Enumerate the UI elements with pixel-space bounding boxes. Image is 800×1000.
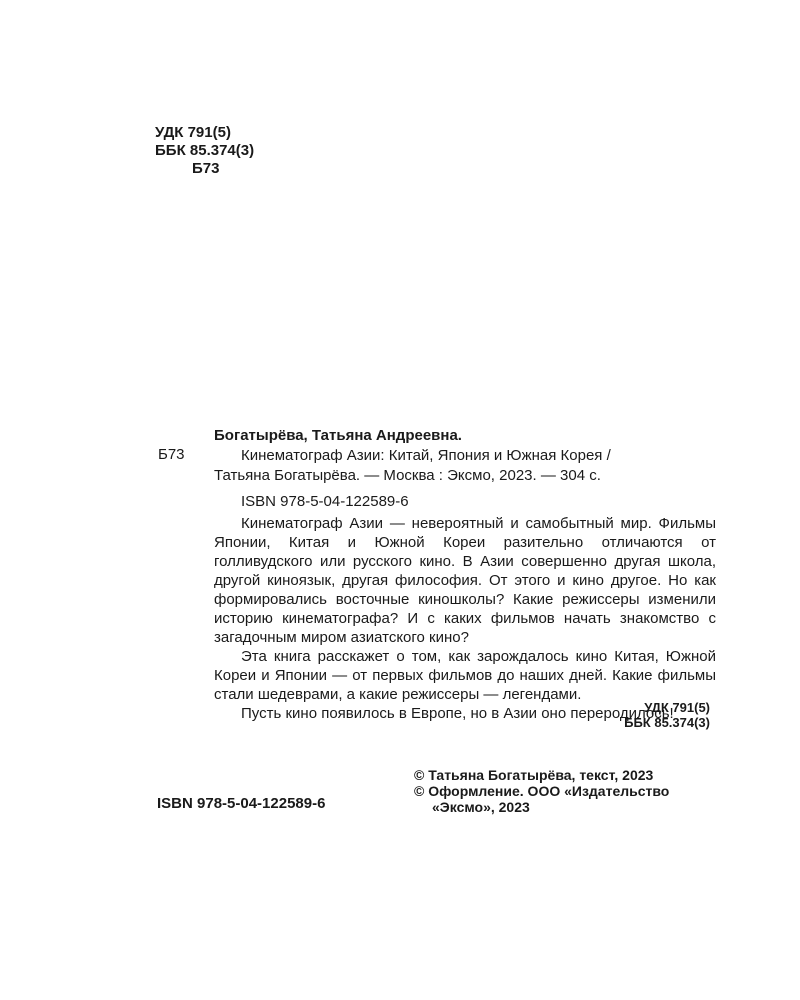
copyright-line-1: © Татьяна Богатырёва, текст, 2023 — [414, 767, 654, 783]
copyright-line-2: © Оформление. ООО «Издательство — [414, 783, 670, 799]
bbk-code: ББК 85.374(3) — [624, 715, 710, 730]
copyright-line-3: «Эксмо», 2023 — [432, 799, 530, 815]
catalog-isbn: ISBN 978-5-04-122589-6 — [241, 493, 409, 510]
udk-code: УДК 791(5) — [155, 124, 231, 141]
udk-code: УДК 791(5) — [644, 700, 710, 715]
isbn-footer: ISBN 978-5-04-122589-6 — [157, 795, 326, 812]
classification-codes-bottom — [624, 700, 710, 730]
catalog-title-line-2: Татьяна Богатырёва. — Москва : Эксмо, 2023. — 304 с. — [214, 467, 601, 484]
catalog-author: Богатырёва, Татьяна Андреевна. — [214, 427, 462, 444]
author-mark-code: Б73 — [192, 160, 220, 177]
bbk-code: ББК 85.374(3) — [155, 142, 255, 159]
copyright-notice — [414, 767, 669, 815]
abstract-paragraph: Эта книга расскажет о том, как зарождалось кино Китая, Южной Кореи и Японии — от первых фильмов до наших дней. Какие фильмы стали шедеврами, а какие режиссеры — легендами. — [214, 648, 716, 703]
abstract-paragraph: Кинематограф Азии — невероятный и самобытный мир. Фильмы Японии, Китая и Южной Кореи разительно отличаются от голливудского или русского кино. В Азии совершенно другая школа, другой киноязык, другая философия. От этого и кино другое. Но как формировались восточные киношколы? Какие режиссеры изменили историю кинематографа? И с каких фильмов начать знакомство с загадочным миром азиатского кино? — [214, 515, 716, 646]
catalog-title-line-1: Кинематограф Азии: Китай, Япония и Южная Корея / — [241, 447, 611, 464]
book-abstract — [214, 514, 716, 723]
catalog-record — [214, 426, 724, 512]
abstract-paragraph: Пусть кино появилось в Европе, но в Азии оно переродилось! — [241, 705, 674, 722]
author-mark: Б73 — [158, 446, 185, 463]
classification-codes-top — [155, 124, 254, 178]
